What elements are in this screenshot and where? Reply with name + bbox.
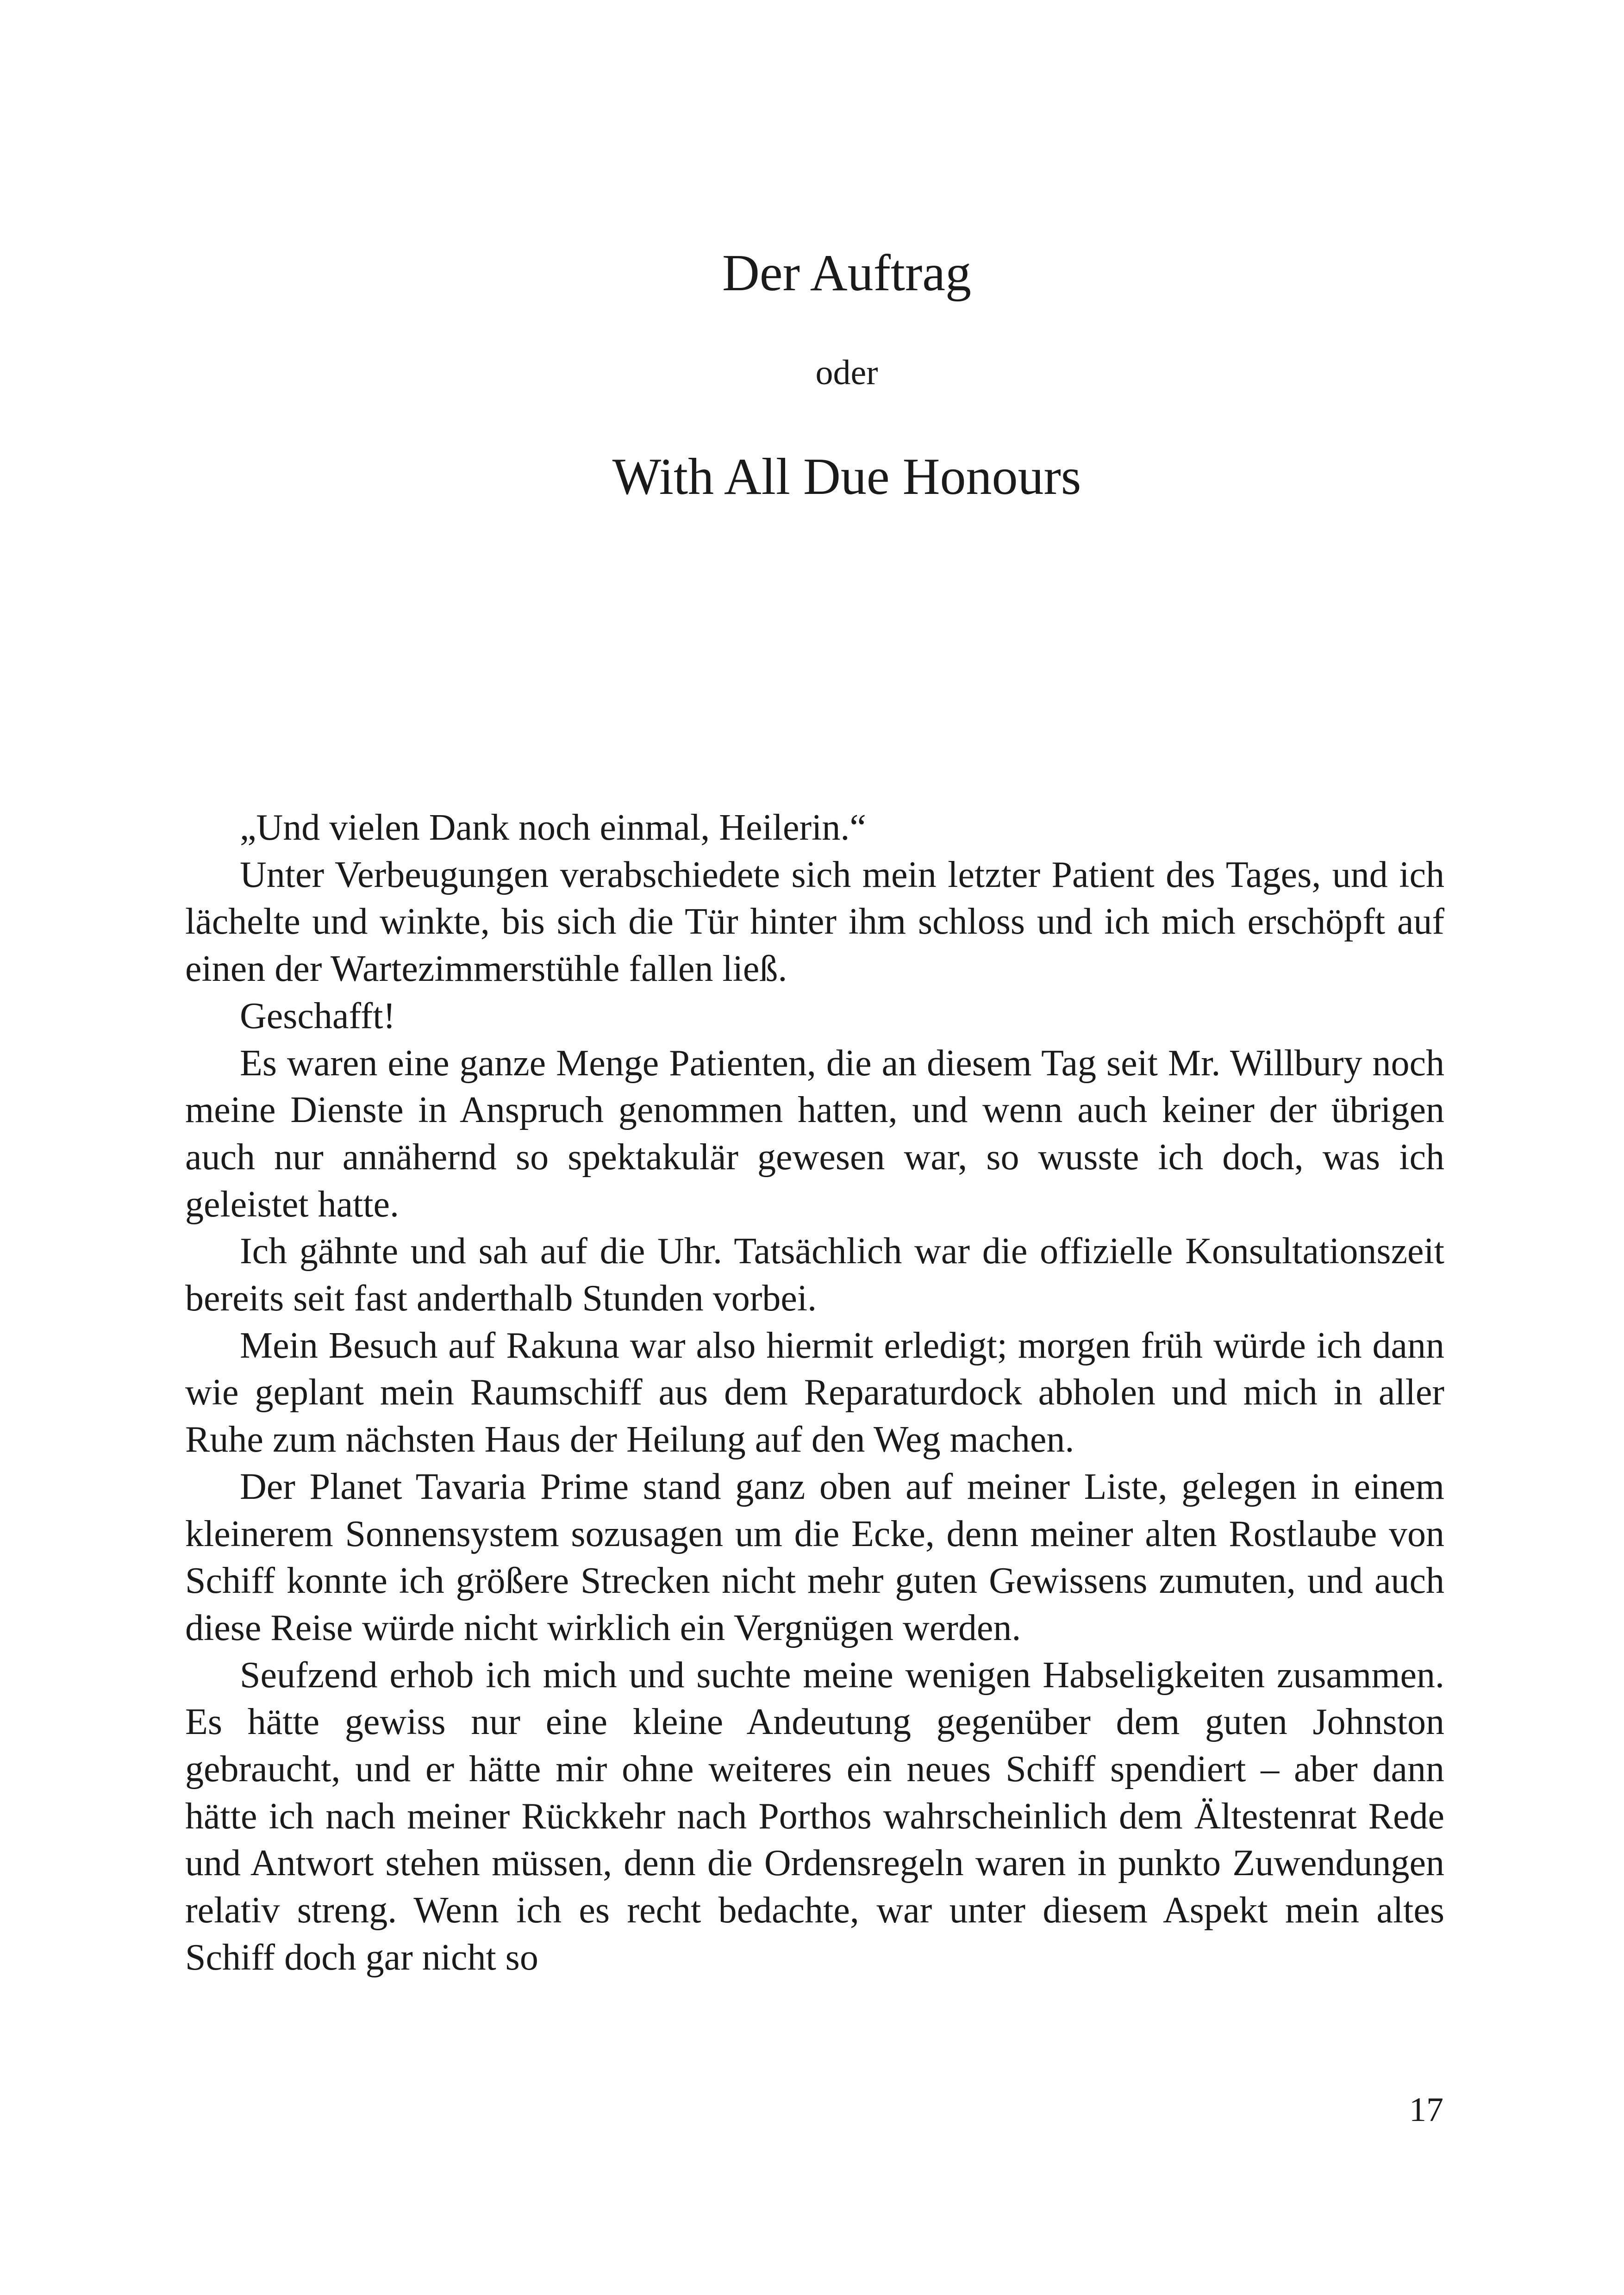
page-number: 17	[1409, 2091, 1443, 2129]
paragraph: Mein Besuch auf Rakuna war also hiermit erledigt; morgen früh würde ich dann wie geplant mein Raumschiff aus dem Reparaturdock abholen und mich in aller Ruhe zum nächsten Haus der Heilung auf den Weg machen.	[185, 1325, 1444, 1460]
body-text	[185, 804, 1444, 1982]
chapter-subtitle: With All Due Honours	[612, 448, 1081, 505]
paragraph: Seufzend erhob ich mich und suchte meine wenigen Habseligkeiten zusammen. Es hätte gewiss nur eine kleine Andeutung gegenüber dem guten Johnston gebraucht, und er hätte mir ohne weiteres ein neues Schiff spendiert – aber dann hätte ich nach meiner Rückkehr nach Porthos wahrscheinlich dem Ältestenrat Rede und Antwort stehen müssen, denn die Ordensregeln waren in punkto Zuwendungen relativ streng. Wenn ich es recht bedachte, war unter diesem Aspekt mein altes Schiff doch gar nicht so	[185, 1654, 1444, 1978]
paragraph: Unter Verbeugungen verabschiedete sich mein letzter Patient des Tages, und ich lächelte und winkte, bis sich die Tür hinter ihm schloss und ich mich erschöpft auf einen der Wartezimmerstühle fallen ließ.	[185, 854, 1444, 990]
chapter-title: Der Auftrag	[722, 244, 971, 302]
paragraph: Ich gähnte und sah auf die Uhr. Tatsächlich war die offizielle Konsultationszeit bereits seit fast anderthalb Stunden vorbei.	[185, 1231, 1444, 1319]
paragraph: Der Planet Tavaria Prime stand ganz oben auf meiner Liste, gelegen in einem kleinerem Sonnensystem sozusagen um die Ecke, denn meiner alten Rostlaube von Schiff konnte ich größere Strecken nicht mehr guten Gewissens zumuten, und auch diese Reise würde nicht wirklich ein Vergnügen werden.	[185, 1466, 1444, 1648]
paragraph: „Und vielen Dank noch einmal, Heilerin.“	[240, 807, 866, 848]
paragraph: Geschafft!	[240, 995, 396, 1036]
paragraph: Es waren eine ganze Menge Patienten, die an diesem Tag seit Mr. Willbury noch meine Dienste in Anspruch genommen hatten, und wenn auch keiner der übrigen auch nur annähernd so spektakulär gewesen war, so wusste ich doch, was ich geleistet hatte.	[185, 1042, 1444, 1225]
title-connector: oder	[815, 353, 878, 392]
